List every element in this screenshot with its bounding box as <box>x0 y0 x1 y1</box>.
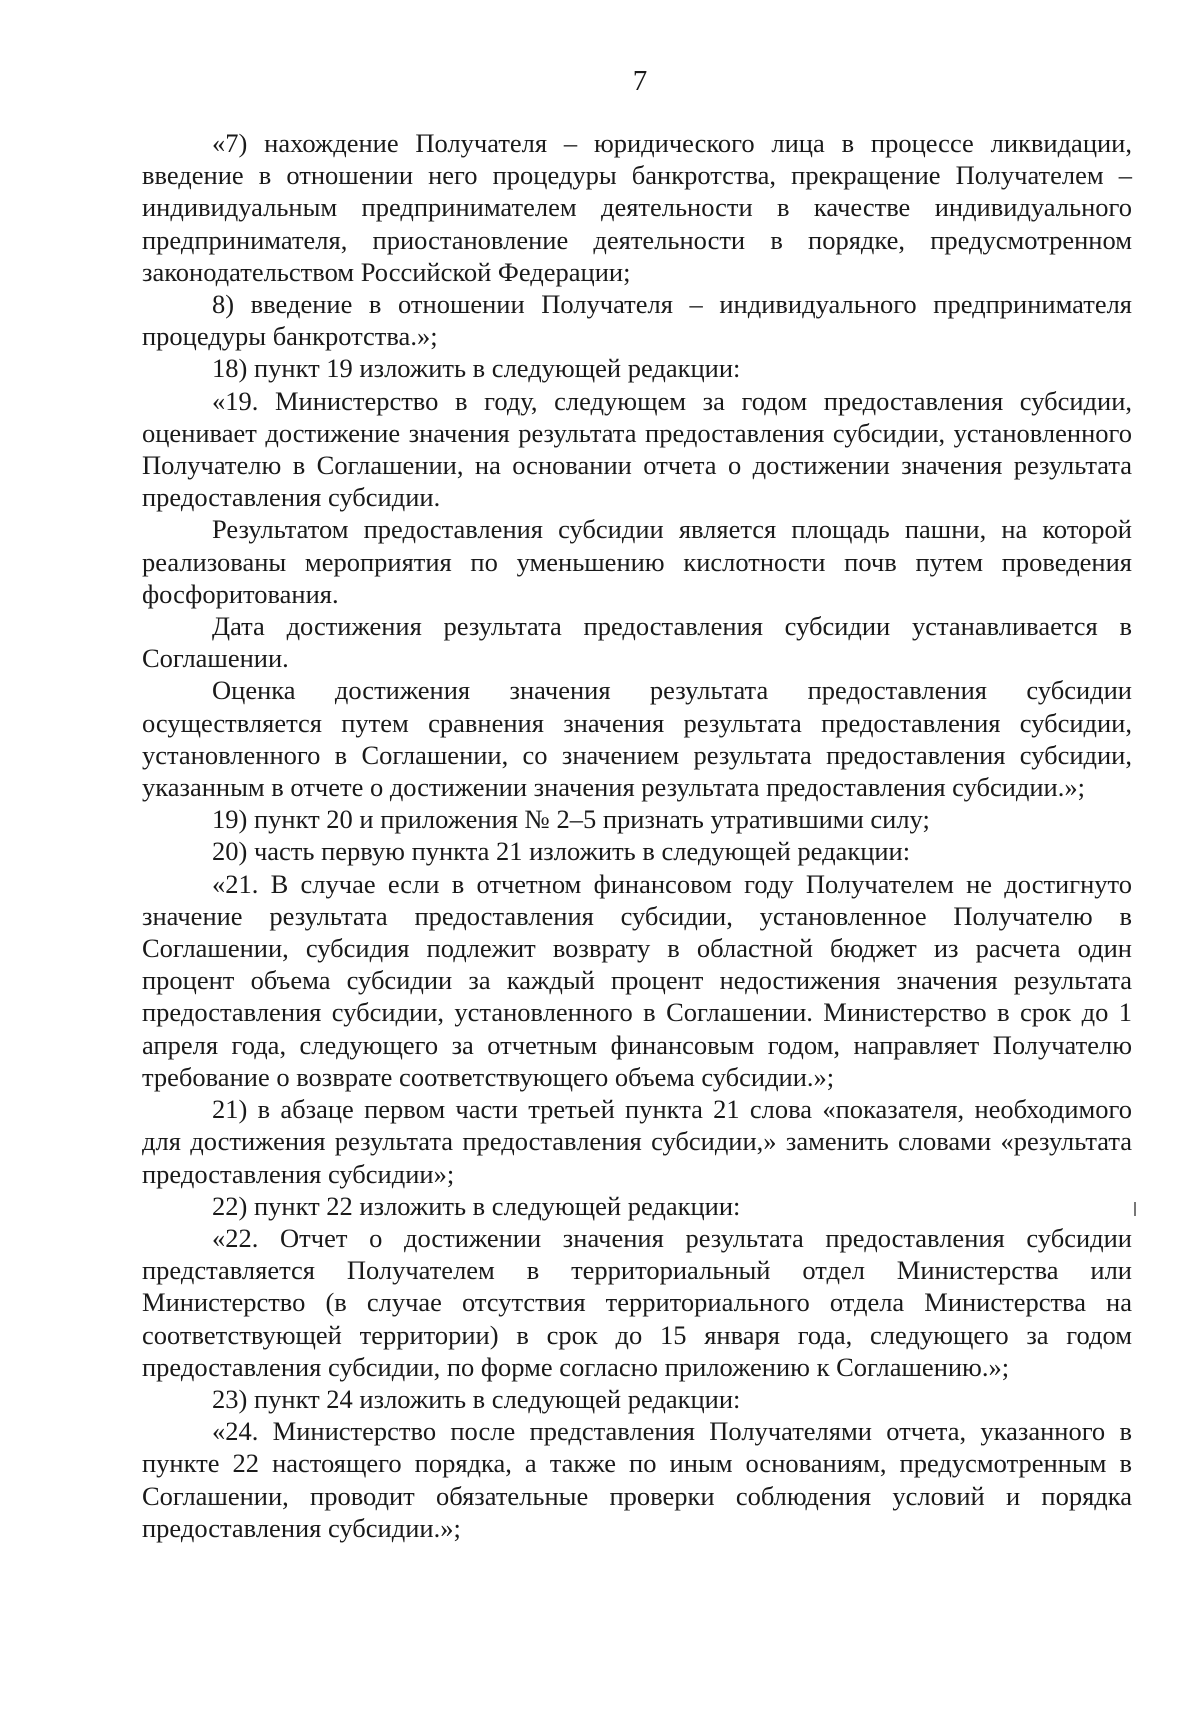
scan-artifact-mark <box>1134 1202 1136 1216</box>
paragraph-item-8: 8) введение в отношении Получателя – индивидуального предпринимателя процедуры банкротства.»; <box>142 289 1132 352</box>
paragraph-amendment-18: 18) пункт 19 изложить в следующей редакции: <box>212 353 741 384</box>
paragraph-point-19: «19. Министерство в году, следующем за годом предоставления субсидии, оценивает достижение значения результата предоставления субсидии, установленного Получателю в Соглашении, на основании отчета о достижении значения результата предоставления субсидии. <box>142 385 1132 513</box>
paragraph-point-22: «22. Отчет о достижении значения результата предоставления субсидии представляется Получателем в территориальный отдел Министерства или Министерство (в случае отсутствия территориального отдела Министерства на соответствующей территории) в срок до 15 января года, следующего за годом предоставления субсидии, по форме согласно приложению к Соглашению.»; <box>142 1222 1132 1382</box>
paragraph-point-24: «24. Министерство после представления Получателями отчета, указанного в пункте 22 настоящего порядка, а также по иным основаниям, предусмотренным в Соглашении, проводит обязательные проверки соблюдения условий и порядка предоставления субсидии.»; <box>142 1416 1132 1543</box>
paragraph-amendment-20: 20) часть первую пункта 21 изложить в следующей редакции: <box>212 836 911 867</box>
paragraph-result-evaluation: Оценка достижения значения результата предоставления субсидии осуществляется путем сравнения значения результата предоставления субсидии, установленного в Соглашении, со значением результата предоставления субсидии, указанным в отчете о достижении значения результата предоставления субсидии.»; <box>142 675 1132 803</box>
paragraph-amendment-22: 22) пункт 22 изложить в следующей редакции: <box>212 1190 741 1221</box>
page-number: 7 <box>632 65 648 97</box>
paragraph-result-definition: Результатом предоставления субсидии является площадь пашни, на которой реализованы мероприятия по уменьшению кислотности почв путем проведения фосфоритования. <box>142 514 1132 609</box>
paragraph-amendment-23: 23) пункт 24 изложить в следующей редакции: <box>212 1383 741 1414</box>
paragraph-item-7: «7) нахождение Получателя – юридического лица в процессе ликвидации, введение в отношении него процедуры банкротства, прекращение Получателем – индивидуальным предпринимателем деятельности в качестве индивидуального предпринимателя, приостановление деятельности в порядке, предусмотренном законодательством Российской Федерации; <box>142 128 1132 287</box>
paragraph-amendment-19: 19) пункт 20 и приложения № 2–5 признать утратившими силу; <box>212 804 930 835</box>
document-body <box>142 127 1132 1544</box>
paragraph-point-21: «21. В случае если в отчетном финансовом году Получателем не достигнуто значение результата предоставления субсидии, установленное Получателю в Соглашении, субсидия подлежит возврату в областной бюджет из расчета один процент объема субсидии за каждый процент недостижения значения результата предоставления субсидии, установленного в Соглашении. Министерство в срок до 1 апреля года, следующего за отчетным финансовым годом, направляет Получателю требование о возврате соответствующего объема субсидии.»; <box>142 868 1132 1092</box>
paragraph-amendment-21: 21) в абзаце первом части третьей пункта 21 слова «показателя, необходимого для достижения результата предоставления субсидии,» заменить словами «результата предоставления субсидии»; <box>142 1094 1132 1189</box>
paragraph-result-date: Дата достижения результата предоставления субсидии устанавливается в Соглашении. <box>142 611 1132 674</box>
